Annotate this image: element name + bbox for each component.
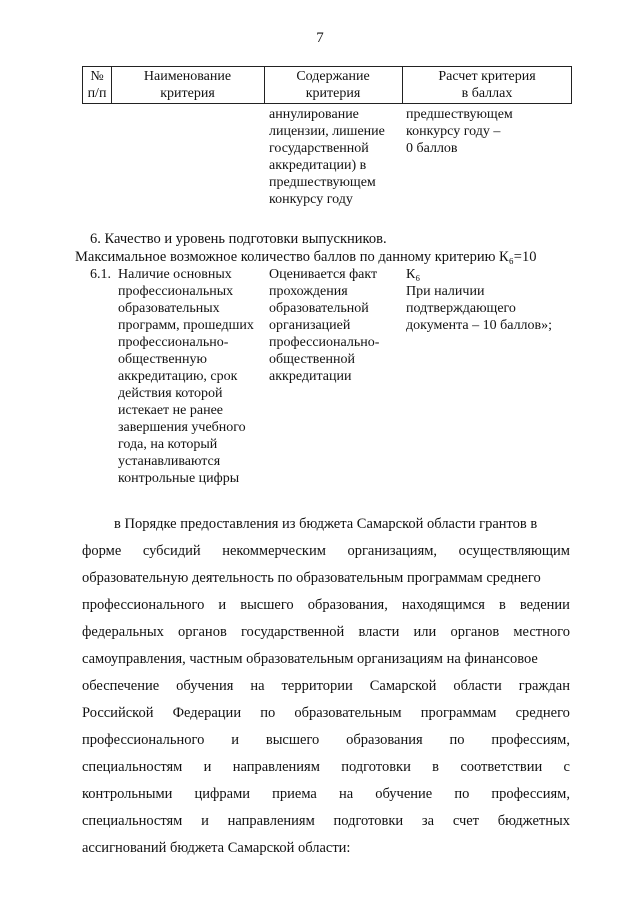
- row-criterion-name: Наличие основных профессиональных образовательных программ, прошедших профессионально- общественную аккредитацию, срок действия которой истекает не ранее завершения учебного года, на который устанавливаются контрольные цифры: [118, 267, 254, 486]
- continuation-calc: предшествующем конкурсу году – 0 баллов: [406, 107, 513, 156]
- paragraph-word: Федерации: [172, 705, 242, 721]
- paragraph-first-line: в Порядке предоставления из бюджета Самарской области грантов в: [114, 516, 538, 532]
- paragraph-word: направлениям: [232, 759, 320, 775]
- section-title: 6. Качество и уровень подготовки выпускников.: [90, 231, 387, 247]
- paragraph-word: по: [449, 732, 465, 748]
- paragraph-word: высшего: [240, 597, 294, 613]
- paragraph-line: [82, 677, 570, 695]
- paragraph-word: обеспечение: [82, 678, 160, 694]
- paragraph-word: органов: [450, 624, 500, 640]
- paragraph-last-line: ассигнований бюджета Самарской области:: [82, 840, 351, 856]
- paragraph-line: [82, 704, 570, 722]
- paragraph-word: подготовки: [341, 759, 411, 775]
- paragraph-word: счет: [452, 813, 480, 829]
- paragraph-word: ведении: [519, 597, 570, 613]
- paragraph-word: цифрами: [194, 786, 251, 802]
- paragraph-word: находящимся: [401, 597, 485, 613]
- paragraph-word: программам: [420, 705, 497, 721]
- paragraph-word: на: [250, 678, 265, 694]
- paragraph-word: местного: [513, 624, 570, 640]
- row-criterion-content: Оценивается факт прохождения образовательной организацией профессионально- общественной аккредитации: [269, 267, 380, 384]
- paragraph-word: в: [498, 597, 506, 613]
- row-number: 6.1.: [90, 267, 111, 282]
- header-col-content: Содержание критерия: [296, 69, 370, 101]
- paragraph-word: федеральных: [82, 624, 164, 640]
- paragraph-line: [82, 785, 570, 803]
- paragraph-word: Российской: [82, 705, 154, 721]
- header-col-number: № п/п: [87, 69, 107, 101]
- paragraph-word: высшего: [265, 732, 320, 748]
- paragraph-word: соответствии: [460, 759, 543, 775]
- paragraph-word: с: [563, 759, 570, 775]
- paragraph-word: образовательную деятельность по образовательным программам среднего: [82, 570, 541, 586]
- paragraph-line: [82, 650, 570, 668]
- paragraph-word: подготовки: [333, 813, 404, 829]
- paragraph-word: специальностям: [82, 813, 183, 829]
- paragraph-word: и: [218, 597, 227, 613]
- paragraph-word: граждан: [518, 678, 570, 694]
- paragraph-word: государственной: [240, 624, 345, 640]
- continuation-content: аннулирование лицензии, лишение государственной аккредитации) в предшествующем конкурсу году: [269, 107, 385, 207]
- paragraph-line: [82, 569, 570, 587]
- paragraph-word: власти: [358, 624, 400, 640]
- paragraph-word: Самарской: [369, 678, 437, 694]
- paragraph-word: или: [413, 624, 437, 640]
- paragraph-word: образования: [346, 732, 423, 748]
- paragraph-word: и: [231, 732, 239, 748]
- table-header: [82, 66, 572, 104]
- paragraph-word: контрольными: [82, 786, 173, 802]
- paragraph-word: по: [454, 786, 470, 802]
- paragraph-word: и: [201, 813, 209, 829]
- paragraph-word: направлениям: [227, 813, 315, 829]
- header-col-name: Наименование критерия: [143, 69, 232, 101]
- paragraph-word: области: [453, 678, 502, 694]
- paragraph-word: на: [338, 786, 354, 802]
- paragraph-word: осуществляющим: [458, 543, 570, 559]
- paragraph-word: самоуправления, частным образовательным организациям на финансовое: [82, 651, 538, 667]
- paragraph-word: среднего: [515, 705, 570, 721]
- paragraph-word: за: [421, 813, 435, 829]
- paragraph-word: субсидий: [142, 543, 201, 559]
- paragraph-word: обучения: [176, 678, 234, 694]
- section-max-score: Максимальное возможное количество баллов по данному критерию К₆=10: [75, 249, 537, 265]
- paragraph-line: [82, 542, 570, 560]
- paragraph-word: по: [260, 705, 276, 721]
- paragraph-word: бюджетных: [497, 813, 570, 829]
- paragraph-word: профессионального: [82, 732, 205, 748]
- paragraph-word: обучение: [375, 786, 433, 802]
- paragraph-word: форме: [82, 543, 122, 559]
- paragraph-word: в: [432, 759, 440, 775]
- paragraph-word: органов: [178, 624, 227, 640]
- paragraph-line: [82, 812, 570, 830]
- paragraph-line: [82, 731, 570, 749]
- paragraph-word: специальностям: [82, 759, 183, 775]
- row-criterion-calc: К₆ При наличии подтверждающего документа – 10 баллов»;: [406, 267, 553, 333]
- paragraph-word: образовательным: [294, 705, 402, 721]
- paragraph-word: образования,: [307, 597, 388, 613]
- paragraph-word: и: [203, 759, 212, 775]
- paragraph-word: территории: [281, 678, 353, 694]
- paragraph-word: профессионального: [82, 597, 205, 613]
- paragraph-word: некоммерческим: [222, 543, 326, 559]
- paragraph-line: [82, 596, 570, 614]
- paragraph-word: профессиям,: [491, 732, 570, 748]
- page-number: 7: [316, 30, 324, 46]
- paragraph-word: организациям,: [347, 543, 438, 559]
- paragraph-line: [82, 758, 570, 776]
- paragraph-word: приема: [272, 786, 317, 802]
- paragraph-line: [82, 623, 570, 641]
- paragraph-word: профессиям,: [491, 786, 570, 802]
- header-col-calc: Расчет критерия в баллах: [438, 69, 536, 101]
